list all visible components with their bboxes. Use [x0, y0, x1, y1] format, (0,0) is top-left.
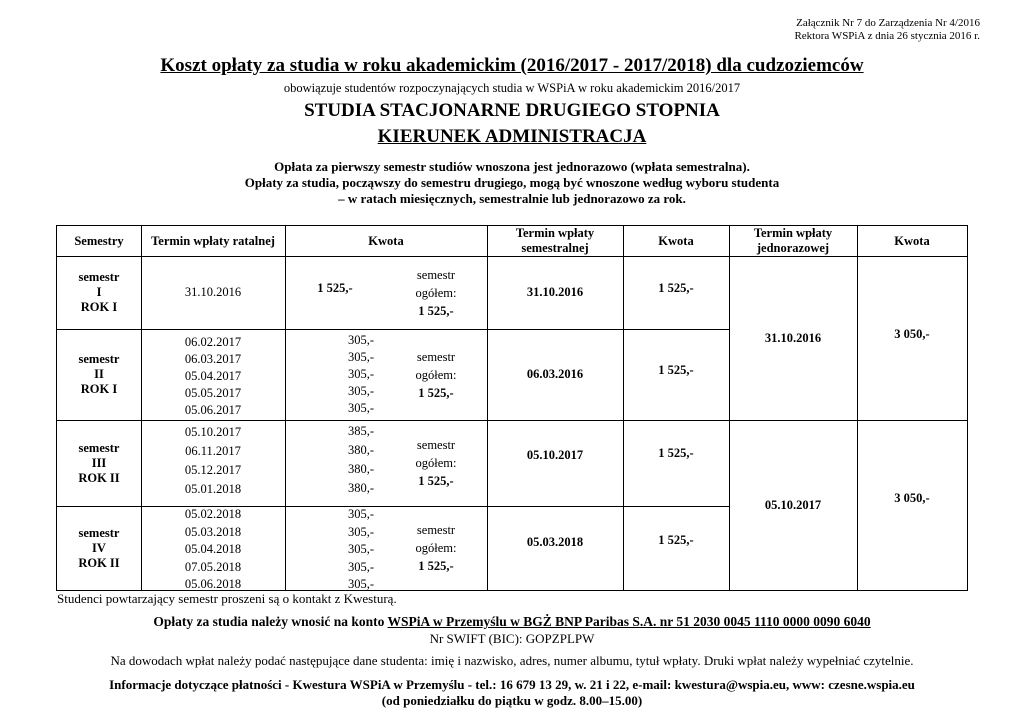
repeat-note: Studenci powtarzający semestr proszeni są o kontakt z Kwesturą. [57, 591, 397, 606]
annex-line-1: Załącznik Nr 7 do Zarządzenia Nr 4/2016 [796, 17, 980, 29]
payment-info-line-1: Opłata za pierwszy semestr studiów wnoszona jest jednorazowo (wpłata semestralna). [274, 159, 750, 174]
col-header-installment-term: Termin wpłaty ratalnej [151, 233, 275, 248]
page-subtitle: obowiązuje studentów rozpoczynających studia w WSPiA w roku akademickim 2016/2017 [283, 81, 741, 95]
col-header-amount-2: Kwota [658, 233, 694, 248]
installment-dates: 05.10.2017 06.11.2017 05.12.2017 05.01.2018 [184, 425, 242, 496]
semester-term: 06.03.2016 [526, 367, 584, 381]
semester-amount: 1 525,- [658, 445, 694, 460]
annex-line-2: Rektora WSPiA z dnia 26 stycznia 2016 r. [794, 30, 980, 42]
installment-amounts: 305,- 305,- 305,- 305,- 305,- [347, 507, 375, 591]
col-header-one-time-term: Termin wpłaty jednorazowej [753, 226, 833, 255]
semester-amount: 1 525,- [658, 280, 694, 295]
fee-table [56, 225, 968, 591]
semester-total: semestr ogółem: 1 525,- [415, 267, 457, 318]
semester-total: semestr ogółem: 1 525,- [415, 349, 457, 400]
one-time-amount: 3 050,- [894, 327, 930, 341]
account-line [0, 614, 1024, 630]
office-hours: (od poniedziałku do piątku w godz. 8.00–15.00) [381, 693, 643, 708]
semester-total: semestr ogółem: 1 525,- [415, 523, 457, 573]
payment-info-line-2: Opłaty za studia, począwszy do semestru drugiego, mogą być wnoszone według wyboru studenta [244, 175, 780, 190]
data-note: Na dowodach wpłat należy podać następujące dane studenta: imię i nazwisko, adres, numer albumu, tytuł wpłaty. Druki wpłat należy wypełniać czytelnie. [110, 653, 914, 668]
col-header-amount-3: Kwota [894, 233, 930, 248]
account-number: WSPiA w Przemyślu w BGŻ BNP Paribas S.A. nr 51 2030 0045 1110 0000 0090 6040 [387, 614, 871, 629]
installment-date: 31.10.2016 [184, 285, 242, 299]
one-time-term: 31.10.2016 [764, 330, 822, 345]
one-time-amount: 3 050,- [894, 490, 930, 505]
table-row-semester-label: semestr I ROK I [78, 270, 120, 314]
account-prefix: Opłaty za studia należy wnosić na konto [153, 614, 388, 629]
col-header-semester-term: Termin wpłaty semestralnej [515, 226, 595, 255]
table-row-semester-label: semestr III ROK II [78, 440, 120, 485]
semester-term: 05.03.2018 [526, 534, 584, 549]
one-time-term: 05.10.2017 [764, 497, 822, 512]
study-type-heading: STUDIA STACJONARNE DRUGIEGO STOPNIA [304, 100, 720, 121]
semester-term: 31.10.2016 [526, 285, 584, 299]
semester-total: semestr ogółem: 1 525,- [415, 438, 457, 488]
annex-note [794, 17, 980, 43]
field-heading: KIERUNEK ADMINISTRACJA [377, 126, 647, 147]
semester-amount: 1 525,- [658, 362, 694, 377]
semester-term: 05.10.2017 [526, 447, 584, 462]
table-row-semester-label: semestr IV ROK II [78, 525, 120, 570]
installment-dates: 06.02.2017 06.03.2017 05.04.2017 05.05.2017 05.06.2017 [184, 335, 242, 417]
swift-code: Nr SWIFT (BIC): GOPZPLPW [429, 631, 595, 646]
installment-amounts: 385,- 380,- 380,- 380,- [347, 424, 375, 495]
installment-dates: 05.02.2018 05.03.2018 05.04.2018 07.05.2018 05.06.2018 [184, 507, 242, 591]
installment-amount: 1 525,- [317, 280, 353, 295]
contact-info [0, 677, 1024, 709]
installment-amounts: 305,- 305,- 305,- 305,- 305,- [347, 333, 375, 415]
payment-info-line-3: – w ratach miesięcznych, semestralnie lub jednorazowo za rok. [338, 191, 686, 206]
contact-line: Informacje dotyczące płatności - Kwestura WSPiA w Przemyślu - tel.: 16 679 13 29, w. 21 i 22, e-mail: kwestura@wspia.eu, www: czesne.wspia.eu [109, 677, 915, 692]
col-header-amount: Kwota [368, 233, 404, 248]
page-title: Koszt opłaty za studia w roku akademickim (2016/2017 - 2017/2018) dla cudzoziemców [160, 55, 864, 76]
table-row-semester-label: semestr II ROK I [78, 352, 120, 396]
semester-amount: 1 525,- [658, 532, 694, 547]
col-header-semesters: Semestry [74, 233, 124, 248]
payment-info [0, 159, 1024, 207]
